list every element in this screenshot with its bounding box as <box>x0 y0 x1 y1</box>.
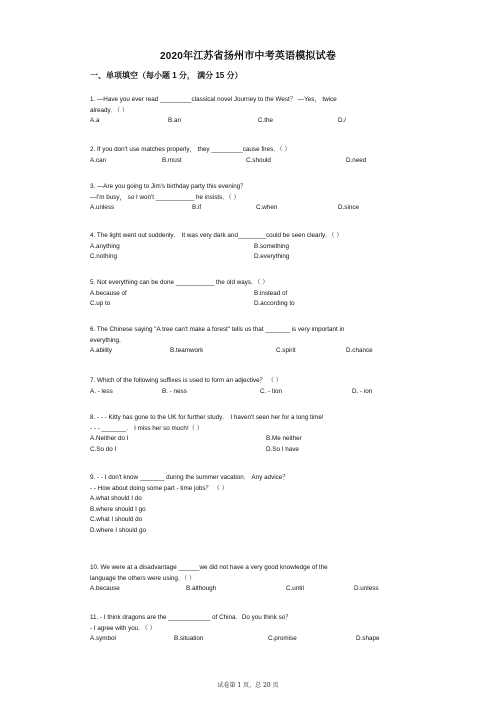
option: C.spirit <box>276 347 296 354</box>
option: B.if <box>192 204 202 211</box>
option: D. - ion <box>352 387 373 395</box>
options-row <box>90 387 410 398</box>
option: B.where should I go <box>90 505 146 513</box>
options-row <box>90 203 410 214</box>
options-row <box>90 289 410 300</box>
page-title: 2020年江苏省扬州市中考英语模拟试卷 <box>159 51 337 62</box>
question-9 <box>90 473 410 536</box>
question-5 <box>90 278 410 310</box>
question-text: 3. —Are you going to Jim's birthday party this evening？ <box>90 183 247 190</box>
option: B.although <box>186 585 217 592</box>
option: C.until <box>286 585 304 592</box>
option: D.shape <box>356 635 380 642</box>
question-text: - I agree with you．（ ） <box>90 624 156 632</box>
question-text: 8. - - - Kitty has gone to the UK for further study． I haven't seen her for a long time! <box>90 414 324 421</box>
question-text: 11. - I think dragons are the ____________ of China．Do you think so？ <box>90 614 292 621</box>
option: A.what should I do <box>90 495 142 502</box>
option: D.according to <box>254 300 295 307</box>
question-text: everything． <box>90 336 126 344</box>
options-row <box>90 242 410 253</box>
option: C.the <box>258 117 274 124</box>
option: B.teamwork <box>170 347 204 354</box>
question-text: already．（ ） <box>90 106 129 114</box>
option: B.something <box>254 242 290 250</box>
section-heading: 一、单项填空（每小题 1 分， 满分 15 分） <box>90 71 243 80</box>
options-row <box>90 634 410 645</box>
option: B.Me neither <box>266 435 302 442</box>
question-text: 6. The Chinese saying "A tree can't make a forest" tells us that _______ is very important in <box>90 326 345 333</box>
question-text: 7. Which of the following suffixes is used to form an adjective？ （ ） <box>90 377 283 384</box>
question-3 <box>90 182 410 214</box>
option: B. - ness <box>162 387 187 395</box>
options-row <box>90 346 410 357</box>
option: A. - less <box>90 387 113 395</box>
option: C.up to <box>90 300 111 307</box>
option: B.situation <box>174 635 204 642</box>
option: B.an <box>168 117 181 124</box>
option: C.So do I <box>90 445 117 453</box>
options-row <box>90 156 410 167</box>
question-6 <box>90 325 410 357</box>
option: D.unless <box>354 585 379 592</box>
options-row <box>90 299 410 310</box>
option: A.Neither do I <box>90 435 129 442</box>
option: C. - tion <box>260 387 283 395</box>
option: C.when <box>256 204 278 211</box>
question-text: language the others were using．（ ） <box>90 574 196 582</box>
option: A.ability <box>90 347 113 354</box>
option: C.promise <box>268 635 297 642</box>
options-row <box>90 584 410 595</box>
question-text: 4. The light went out suddenly． It was very dark and________could be seen clearly．（ ） <box>90 232 343 239</box>
option: C.nothing <box>90 253 117 260</box>
option: D.So I have <box>266 445 299 453</box>
options-row <box>90 445 410 456</box>
options-row <box>90 252 410 263</box>
option: B.instead of <box>254 289 288 297</box>
option: C.should <box>246 156 271 164</box>
option: A.because <box>90 585 120 592</box>
option: A.a <box>90 117 100 124</box>
question-text: - - - _______． I miss her so much!（ ） <box>90 424 204 432</box>
option: A.because of <box>90 289 127 297</box>
option: B.must <box>162 156 182 164</box>
page-footer: 试卷第 1 页，总 20 页 <box>217 682 279 689</box>
question-7 <box>90 376 410 397</box>
option: A.unless <box>90 204 115 211</box>
question-1 <box>90 95 410 127</box>
option: D.chance <box>346 347 373 354</box>
option: C.what I should do <box>90 516 143 523</box>
option: D./ <box>338 117 347 124</box>
question-text: 2. If you don't use matches properly， they _________cause fires．（ ） <box>90 146 291 153</box>
options-row <box>90 116 410 127</box>
options-row <box>90 434 410 445</box>
question-8 <box>90 413 410 455</box>
question-10 <box>90 563 410 595</box>
question-4 <box>90 231 410 263</box>
question-text: 5. Not everything can be done ___________ the old ways．（ ） <box>90 279 269 286</box>
question-2 <box>90 145 410 166</box>
question-text: 10. We were at a disadvantage ______we did not have a very good knowledge of the <box>90 564 328 571</box>
option: D.everything <box>254 253 290 260</box>
question-text: 9. - - I don't know _______ during the summer vacation． Any advice？ <box>90 474 289 481</box>
question-text: - - How about doing some part - time jobs？ （ ） <box>90 484 228 492</box>
option: A.anything <box>90 242 120 250</box>
option: A.symbol <box>90 635 116 642</box>
option: D.since <box>338 204 359 211</box>
question-text: —I'm busy， so I won't ___________ he insists．（ ） <box>90 193 240 201</box>
option: A.can <box>90 156 107 164</box>
question-11 <box>90 613 410 645</box>
option: D.where I should go <box>90 526 147 534</box>
option: D.need <box>346 156 367 164</box>
question-text: 1. —Have you ever read _________classical novel Journey to the West？ —Yes， twice <box>90 96 337 103</box>
